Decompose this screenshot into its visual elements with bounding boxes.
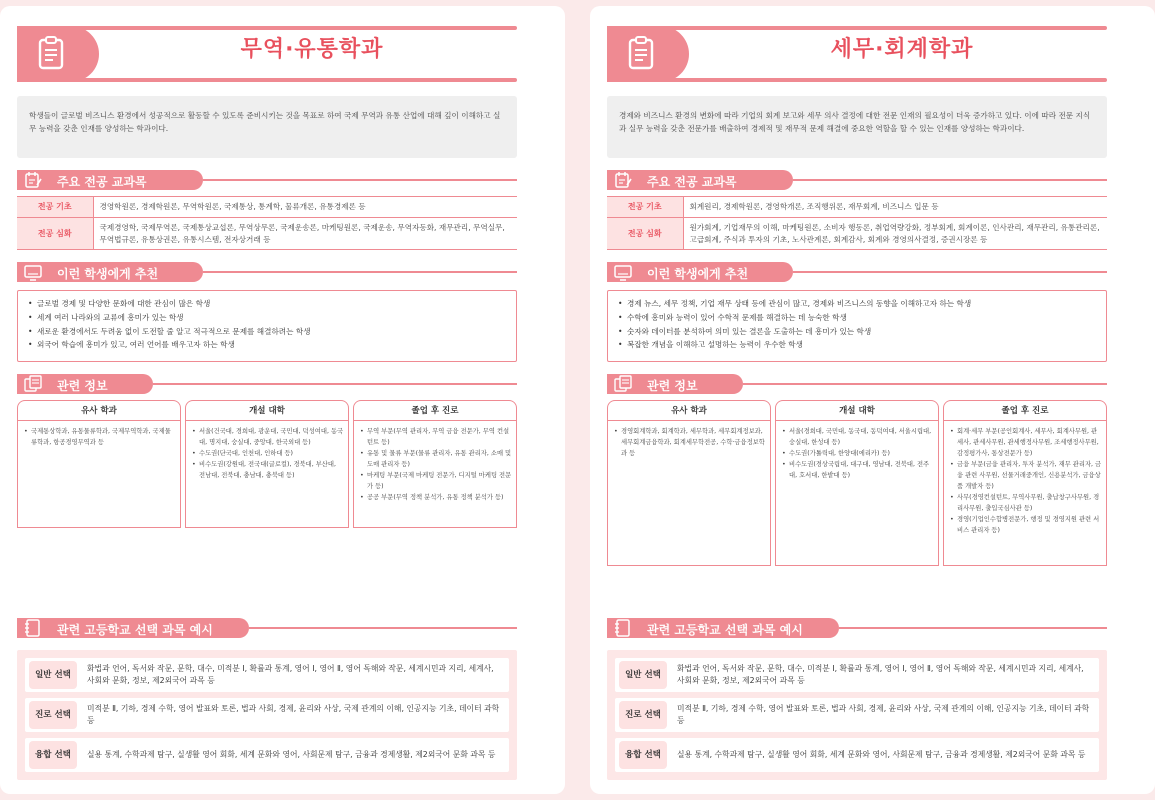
list-item: • 경영회계학과, 회계학과, 세무학과, 세무회계정보과, 세무회계금융학과, 회계세무학전공, 수학·금융정보학과 등: [614, 426, 766, 459]
section-major-courses: [17, 170, 517, 190]
elective-box: [607, 650, 1107, 780]
list-item: • 무역 부문(무역 관리자, 무역 금융 전문가, 무역 컨설턴트 등): [360, 426, 512, 448]
intro-text: 학생들이 글로벌 비즈니스 환경에서 성공적으로 활동할 수 있도록 준비시키는 것을 목표로 하여 국제 무역과 유통 산업에 대해 깊이 이해하고 실무 능력을 갖춘 인재를 양성하는 학과이다.: [17, 96, 517, 158]
clipboard-icon: [31, 34, 71, 74]
notepad-icon: [613, 171, 633, 189]
elective-text: 미적분 Ⅱ, 기하, 경제 수학, 영어 발표와 토론, 법과 사회, 경제, 윤리와 사상, 국제 관계의 이해, 인공지능 기초, 데이터 과학 등: [677, 703, 1090, 725]
advanced-courses: 원가회계, 기업재무의 이해, 마케팅원론, 소비자 행동론, 취업역량강화, 정부회계, 회계이론, 인사관리, 재무관리, 유통관리론, 고급회계, 주식과 투자의 기초, 노사관계론, 회계감사, 회계와 경영의사결정, 증권시장론 등: [683, 217, 1107, 250]
section-recommend: [17, 262, 517, 282]
list-item: • 경영(기업인수합병전문가, 행정 및 경영지원 관련 서비스 관리자 등): [950, 514, 1102, 536]
list-item: • 유통 및 물류 부문(물류 관리자, 유통 관리자, 소매 및 도매 관리자 등): [360, 448, 512, 470]
list-item: • 수도권(단국대, 인천대, 인하대 등): [192, 448, 344, 459]
intro-text: 경제와 비즈니스 환경의 변화에 따라 기업의 회계 보고와 세무 의사 결정에 대한 전문 인재의 필요성이 더욱 증가하고 있다. 이에 따라 전문 지식과 실무 능력을 갖춘 전문가를 배출하여 경제적 및 재무적 문제 해결에 중요한 역할을 할 수 있는 인재를 양성하는 학과이다.: [607, 96, 1107, 158]
similar-majors-column: [607, 400, 771, 566]
section-major-courses: [607, 170, 1107, 190]
list-item: • 서울(건국대, 경희대, 광운대, 국민대, 덕성여대, 동국대, 명지대, 숭실대, 중앙대, 한국외대 등): [192, 426, 344, 448]
course-table: [17, 196, 517, 250]
list-item: • 수도권(가톨릭대, 한양대(에리카) 등): [782, 448, 934, 459]
column-header: 졸업 후 진로: [943, 400, 1107, 420]
documents-icon: [23, 375, 43, 393]
page-title: 세무·회계학과: [830, 37, 974, 62]
related-info-columns: [607, 400, 1107, 566]
list-item: • 세계 여러 나라와의 교류에 흥미가 있는 학생: [28, 311, 506, 325]
elective-badge: 진로 선택: [619, 701, 667, 729]
monitor-icon: [23, 263, 43, 281]
list-item: • 글로벌 경제 및 다양한 문화에 대한 관심이 많은 학생: [28, 297, 506, 311]
section-label: 관련 고등학교 선택 과목 예시: [57, 623, 213, 637]
careers-column: [943, 400, 1107, 566]
page-tax-accounting: [590, 6, 1155, 794]
section-label: 주요 전공 교과목: [647, 175, 737, 189]
column-header: 유사 학과: [607, 400, 771, 420]
list-item: • 서울(경희대, 국민대, 동국대, 동덕여대, 서울시립대, 숭실대, 한성대 등): [782, 426, 934, 448]
list-item: • 마케팅 부문(국제 마케팅 전문가, 디지털 마케팅 전문가 등): [360, 470, 512, 492]
column-header: 개설 대학: [775, 400, 939, 420]
recommend-list: [607, 290, 1107, 362]
section-label: 관련 정보: [57, 379, 108, 394]
elective-row: [615, 738, 1099, 772]
elective-row: [25, 658, 509, 692]
advanced-label: 전공 심화: [607, 217, 683, 250]
list-item: • 비수도권(경상국립대, 대구대, 영남대, 전북대, 전주대, 호서대, 한밭대 등): [782, 459, 934, 481]
careers-column: [353, 400, 517, 528]
elective-section: [607, 618, 1107, 780]
list-item: • 새로운 환경에서도 두려움 없이 도전할 줄 알고 적극적으로 문제를 해결하려는 학생: [28, 325, 506, 339]
similar-majors-column: [17, 400, 181, 528]
section-related-info: [17, 374, 517, 394]
page-trade-distribution: [0, 6, 565, 794]
title-banner: [17, 22, 517, 82]
elective-badge: 진로 선택: [29, 701, 77, 729]
elective-row: [615, 698, 1099, 732]
list-item: • 숫자와 데이터를 분석하여 의미 있는 결론을 도출하는 데 흥미가 있는 학생: [618, 325, 1096, 339]
elective-row: [25, 738, 509, 772]
section-related-info: [607, 374, 1107, 394]
course-table: [607, 196, 1107, 250]
section-elective: [17, 618, 517, 638]
section-label: 관련 정보: [647, 379, 698, 394]
basic-label: 전공 기초: [17, 197, 93, 218]
notebook-icon: [23, 619, 43, 637]
list-item: • 외국어 학습에 흥미가 있고, 여러 언어를 배우고자 하는 학생: [28, 338, 506, 352]
elective-row: [25, 698, 509, 732]
elective-text: 실용 통계, 수학과제 탐구, 실생활 영어 회화, 세계 문화와 영어, 사회문제 탐구, 금융과 경제생활, 제2외국어 문화 과목 등: [87, 749, 496, 759]
elective-row: [615, 658, 1099, 692]
elective-text: 화법과 언어, 독서와 작문, 문학, 대수, 미적분 Ⅰ, 확률과 통계, 영어 Ⅰ, 영어 Ⅱ, 영어 독해와 작문, 세계시민과 지리, 세계사, 사회와 문화, 정보, 제2외국어 과목 등: [87, 663, 494, 685]
elective-text: 미적분 Ⅱ, 기하, 경제 수학, 영어 발표와 토론, 법과 사회, 경제, 윤리와 사상, 국제 관계의 이해, 인공지능 기초, 데이터 과학 등: [87, 703, 500, 725]
list-item: • 공공 부문(무역 정책 분석가, 유통 정책 분석가 등): [360, 492, 512, 503]
list-item: • 국제통상학과, 유통물류학과, 국제무역학과, 국제물류학과, 항공경영무역과 등: [24, 426, 176, 448]
list-item: • 경제 뉴스, 세무 정책, 기업 재무 상태 등에 관심이 많고, 경제와 비즈니스의 동향을 이해하고자 하는 학생: [618, 297, 1096, 311]
notebook-icon: [613, 619, 633, 637]
list-item: • 금융 부문(금융 관리자, 투자 분석가, 재무 관리자, 금융 관련 사무원, 선물거래중개인, 신용분석가, 금융상품 개발자 등): [950, 459, 1102, 492]
title-banner: [607, 22, 1107, 82]
column-header: 졸업 후 진로: [353, 400, 517, 420]
section-label: 이런 학생에게 추천: [57, 267, 159, 282]
list-item: • 복잡한 개념을 이해하고 설명하는 능력이 우수한 학생: [618, 338, 1096, 352]
elective-badge: 일반 선택: [619, 661, 667, 689]
elective-box: [17, 650, 517, 780]
section-elective: [607, 618, 1107, 638]
notepad-icon: [23, 171, 43, 189]
basic-label: 전공 기초: [607, 197, 683, 218]
clipboard-icon: [621, 34, 661, 74]
monitor-icon: [613, 263, 633, 281]
elective-badge: 융합 선택: [619, 741, 667, 769]
elective-badge: 일반 선택: [29, 661, 77, 689]
column-header: 개설 대학: [185, 400, 349, 420]
basic-courses: 경영학원론, 경제학원론, 무역학원론, 국제통상, 통계학, 물류개론, 유통경제론 등: [93, 197, 517, 218]
basic-courses: 회계원리, 경제학원론, 경영학개론, 조직행위론, 재무회계, 비즈니스 입문 등: [683, 197, 1107, 218]
page-title: 무역·유통학과: [240, 37, 384, 62]
related-info-columns: [17, 400, 517, 528]
section-label: 주요 전공 교과목: [57, 175, 147, 189]
section-label: 이런 학생에게 추천: [647, 267, 749, 282]
section-label: 관련 고등학교 선택 과목 예시: [647, 623, 803, 637]
list-item: • 회계·세무 부문(공인회계사, 세무사, 회계사무원, 관세사, 관세사무원, 관세행정사무원, 조세행정사무원, 감정평가사, 통상전문가 등): [950, 426, 1102, 459]
elective-section: [17, 618, 517, 780]
universities-column: [775, 400, 939, 566]
advanced-label: 전공 심화: [17, 217, 93, 250]
list-item: • 비수도권(강원대, 전국대(글로컬), 경북대, 부산대, 전남대, 전북대, 충남대, 충북대 등): [192, 459, 344, 481]
elective-text: 실용 통계, 수학과제 탐구, 실생활 영어 회화, 세계 문화와 영어, 사회문제 탐구, 금융과 경제생활, 제2외국어 문화 과목 등: [677, 749, 1086, 759]
documents-icon: [613, 375, 633, 393]
section-recommend: [607, 262, 1107, 282]
elective-badge: 융합 선택: [29, 741, 77, 769]
recommend-list: [17, 290, 517, 362]
elective-text: 화법과 언어, 독서와 작문, 문학, 대수, 미적분 Ⅰ, 확률과 통계, 영어 Ⅰ, 영어 Ⅱ, 영어 독해와 작문, 세계시민과 지리, 세계사, 사회와 문화, 정보, 제2외국어 과목 등: [677, 663, 1084, 685]
universities-column: [185, 400, 349, 528]
column-header: 유사 학과: [17, 400, 181, 420]
list-item: • 수학에 흥미와 능력이 있어 수학적 문제를 해결하는 데 능숙한 학생: [618, 311, 1096, 325]
advanced-courses: 국제경영학, 국제무역론, 국제통상교섭론, 무역상무론, 국제운송론, 마케팅원론, 국제운송, 무역자동화, 재무관리, 무역실무, 무역법규론, 유통상권론, 유통시스템, 전자상거래 등: [93, 217, 517, 250]
list-item: • 사무(경영컨설턴트, 무역사무원, 출납창구사무원, 경리사무원, 출입국심사관 등): [950, 492, 1102, 514]
